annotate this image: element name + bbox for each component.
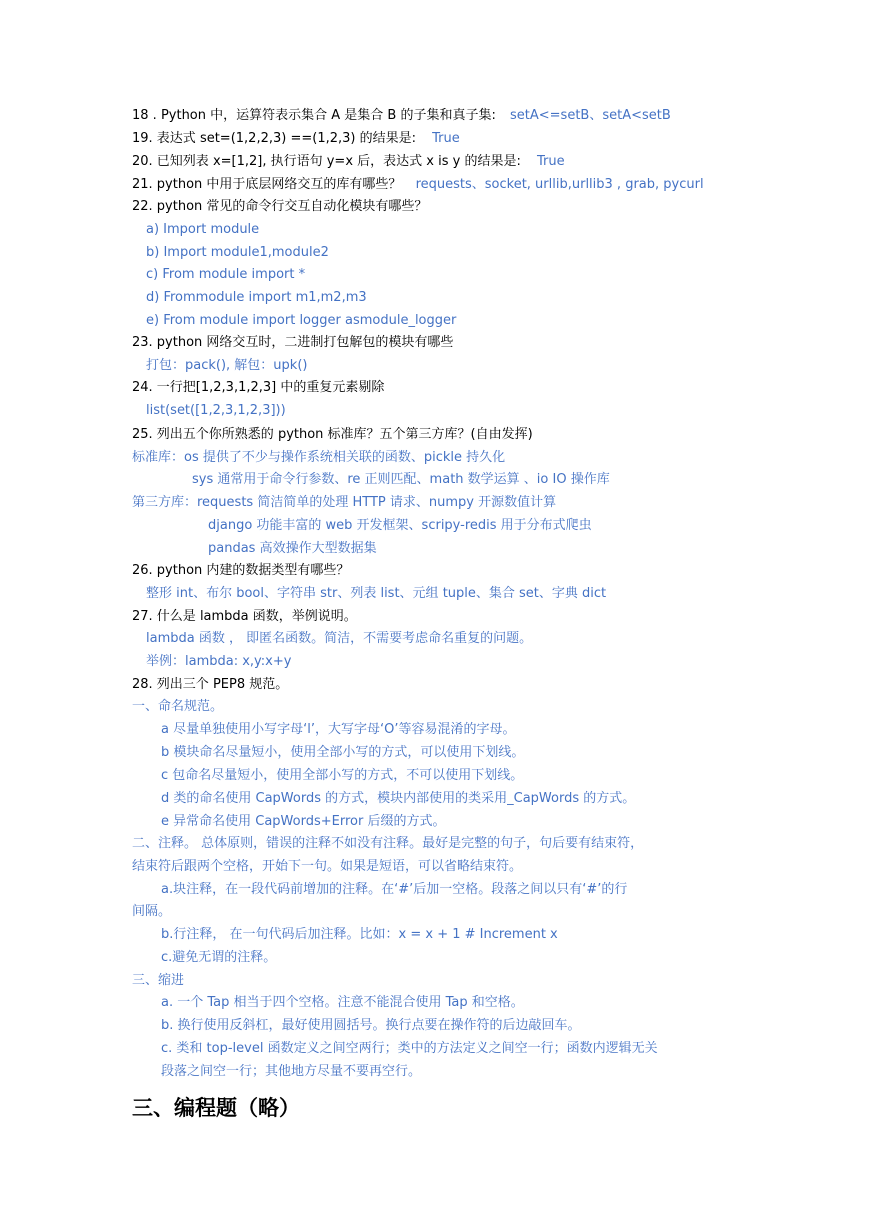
pep8-naming-d: d 类的命名使用 CapWords 的方式，模块内部使用的类采用_CapWords 的方式。 xyxy=(161,791,636,806)
answer-27-2: 举例：lambda: x,y:x+y xyxy=(146,654,292,669)
answer-26: 整形 int、布尔 bool、字符串 str、列表 list、元组 tuple、集合 set、字典 dict xyxy=(146,586,607,601)
pep8-indent-c-continued: 段落之间空一行；其他地方尽量不要再空行。 xyxy=(161,1064,422,1079)
pep8-comments-c: c.避免无谓的注释。 xyxy=(161,950,277,965)
pep8-comments-continued: 结束符后跟两个空格，开始下一句。如果是短语，可以省略结束符。 xyxy=(132,859,523,874)
pep8-comments-a-continued: 间隔。 xyxy=(132,904,172,919)
question-19: 19. 表达式 set=(1,2,2,3) ==(1,2,3) 的结果是: True xyxy=(132,131,460,146)
answer-25-thirdparty-3: pandas 高效操作大型数据集 xyxy=(208,541,377,556)
pep8-indent-b: b. 换行使用反斜杠，最好使用圆括号。换行点要在操作符的后边敲回车。 xyxy=(161,1018,581,1033)
pep8-naming-a: a 尽量单独使用小写字母‘l’，大写字母‘O’等容易混淆的字母。 xyxy=(161,722,516,737)
pep8-indent-heading: 三、缩进 xyxy=(132,973,185,988)
question-18: 18 . Python 中，运算符表示集合 A 是集合 B 的子集和真子集: setA<=setB、setA<setB xyxy=(132,108,671,123)
question-26: 26. python 内建的数据类型有哪些？ xyxy=(132,563,350,578)
pep8-comments-a: a.块注释，在一段代码前增加的注释。在‘#’后加一空格。段落之间以只有‘#’的行 xyxy=(161,882,628,897)
answer-22d: d) Frommodule import m1,m2,m3 xyxy=(146,290,367,305)
question-21: 21. python 中用于底层网络交互的库有哪些？ requests、socket, urllib,urllib3 , grab, pycurl xyxy=(132,177,704,192)
answer-25-thirdparty-1: 第三方库：requests 简洁简单的处理 HTTP 请求、numpy 开源数值计算 xyxy=(132,495,557,510)
question-24: 24. 一行把[1,2,3,1,2,3] 中的重复元素剔除 xyxy=(132,380,385,395)
question-20: 20. 已知列表 x=[1,2], 执行语句 y=x 后，表达式 x is y 的结果是: True xyxy=(132,154,565,169)
question-23: 23. python 网络交互时，二进制打包解包的模块有哪些 xyxy=(132,335,454,350)
answer-22b: b) Import module1,module2 xyxy=(146,245,329,260)
question-25: 25. 列出五个你所熟悉的 python 标准库？五个第三方库？(自由发挥) xyxy=(132,427,533,442)
answer-23: 打包：pack(), 解包：upk() xyxy=(146,358,308,373)
answer-25-stdlib-1: 标准库：os 提供了不少与操作系统相关联的函数、pickle 持久化 xyxy=(132,450,506,465)
pep8-naming-c: c 包命名尽量短小，使用全部小写的方式，不可以使用下划线。 xyxy=(161,768,524,783)
pep8-naming-b: b 模块命名尽量短小，使用全部小写的方式，可以使用下划线。 xyxy=(161,745,525,760)
answer-24: list(set([1,2,3,1,2,3])) xyxy=(146,403,286,418)
pep8-indent-a: a. 一个 Tap 相当于四个空格。注意不能混合使用 Tap 和空格。 xyxy=(161,995,524,1010)
pep8-indent-c: c. 类和 top-level 函数定义之间空两行；类中的方法定义之间空一行；函数内逻辑无关 xyxy=(161,1041,658,1056)
section-heading: 三、编程题（略） xyxy=(132,1095,300,1120)
answer-27-1: lambda 函数 ， 即匿名函数。简洁，不需要考虑命名重复的问题。 xyxy=(146,631,533,646)
question-28: 28. 列出三个 PEP8 规范。 xyxy=(132,677,289,692)
answer-22e: e) From module import logger asmodule_logger xyxy=(146,313,457,328)
pep8-naming-heading: 一、命名规范。 xyxy=(132,699,224,714)
question-22: 22. python 常见的命令行交互自动化模块有哪些？ xyxy=(132,199,428,214)
answer-25-thirdparty-2: django 功能丰富的 web 开发框架、scripy-redis 用于分布式爬虫 xyxy=(208,518,592,533)
answer-22c: c) From module import * xyxy=(146,267,306,282)
pep8-naming-e: e 异常命名使用 CapWords+Error 后缀的方式。 xyxy=(161,814,446,829)
pep8-comments-heading: 二、注释。 总体原则，错误的注释不如没有注释。最好是完整的句子，句后要有结束符， xyxy=(132,836,644,851)
pep8-comments-b: b.行注释， 在一句代码后加注释。比如：x = x + 1 # Increment x xyxy=(161,927,558,942)
answer-22a: a) Import module xyxy=(146,222,260,237)
question-27: 27. 什么是 lambda 函数，举例说明。 xyxy=(132,609,357,624)
answer-25-stdlib-2: sys 通常用于命令行参数、re 正则匹配、math 数学运算 、io IO 操作库 xyxy=(192,472,610,487)
